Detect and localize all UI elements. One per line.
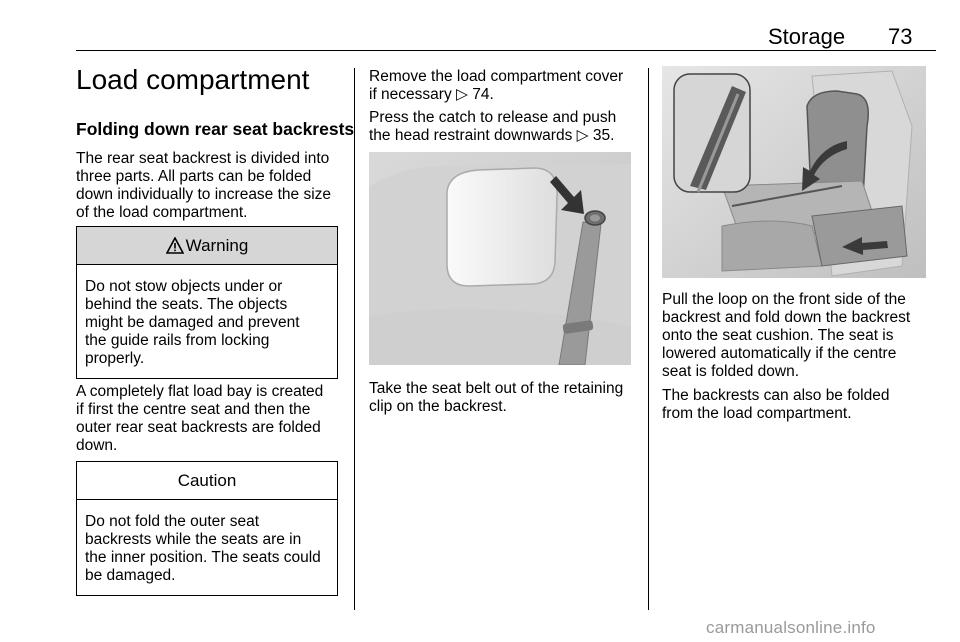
text-line: Press the catch to release and push: [369, 109, 617, 126]
text-line: behind the seats. The objects: [85, 296, 288, 313]
caution-body: [77, 500, 337, 595]
page-section-title: Storage: [768, 24, 846, 49]
text-line: backrest and fold down the backrest: [662, 309, 911, 326]
column-divider: [354, 68, 355, 610]
warning-box: [76, 226, 338, 379]
text-line: might be damaged and prevent: [85, 314, 300, 331]
text-line: A completely flat load bay is created: [76, 383, 324, 400]
warning-triangle-icon: [166, 237, 184, 254]
warning-title: Warning: [185, 235, 249, 255]
text-line: seat is folded down.: [662, 363, 800, 380]
load-compartment-fold-paragraph: [662, 387, 889, 423]
column-divider: [648, 68, 649, 610]
text-line: lowered automatically if the centre: [662, 345, 897, 362]
text-line: outer rear seat backrests are folded: [76, 419, 321, 436]
text-line: down.: [76, 437, 118, 454]
text-line: the head restraint downwards ▷ 35.: [369, 127, 615, 144]
text-line: The rear seat backrest is divided into: [76, 150, 330, 167]
text-line: the inner position. The seats could: [85, 549, 321, 566]
seat-belt-illustration: [369, 152, 631, 365]
text-line: Pull the loop on the front side of the: [662, 291, 906, 308]
caution-title: Caution: [177, 470, 237, 490]
text-line: if necessary ▷ 74.: [369, 86, 494, 103]
text-line: Do not fold the outer seat: [85, 513, 260, 530]
subsection-heading: Folding down rear seat backrests: [76, 119, 355, 139]
text-line: Do not stow objects under or: [85, 278, 283, 295]
warning-body: [77, 265, 337, 378]
text-line: Take the seat belt out of the retaining: [369, 380, 624, 397]
caution-box: [76, 461, 338, 596]
text-line: three parts. All parts can be folded: [76, 168, 312, 185]
text-line: onto the seat cushion. The seat is: [662, 327, 894, 344]
text-line: from the load compartment.: [662, 405, 852, 422]
text-line: down individually to increase the size: [76, 186, 332, 203]
head-restraint-paragraph: [369, 109, 616, 145]
text-line: properly.: [85, 350, 145, 367]
warning-header: [77, 227, 337, 265]
text-line: of the load compartment.: [76, 204, 248, 221]
page-number: 73: [888, 24, 913, 49]
remove-cover-paragraph: [369, 68, 623, 104]
text-line: if first the centre seat and then the: [76, 401, 311, 418]
text-line: the guide rails from locking: [85, 332, 270, 349]
text-line: Remove the load compartment cover: [369, 68, 624, 85]
seat-belt-paragraph: [369, 380, 623, 416]
section-heading: Load compartment: [76, 64, 310, 95]
fold-backrest-illustration: [662, 66, 926, 278]
header-rule: [76, 50, 936, 51]
caution-header: [77, 462, 337, 500]
text-line: backrests while the seats are in: [85, 531, 302, 548]
watermark-link[interactable]: carmanualsonline.info: [706, 618, 876, 637]
flat-load-bay-paragraph: [76, 383, 323, 455]
pull-loop-paragraph: [662, 291, 910, 381]
text-line: The backrests can also be folded: [662, 387, 890, 404]
text-line: be damaged.: [85, 567, 176, 584]
text-line: clip on the backrest.: [369, 398, 507, 415]
intro-paragraph: [76, 150, 331, 222]
